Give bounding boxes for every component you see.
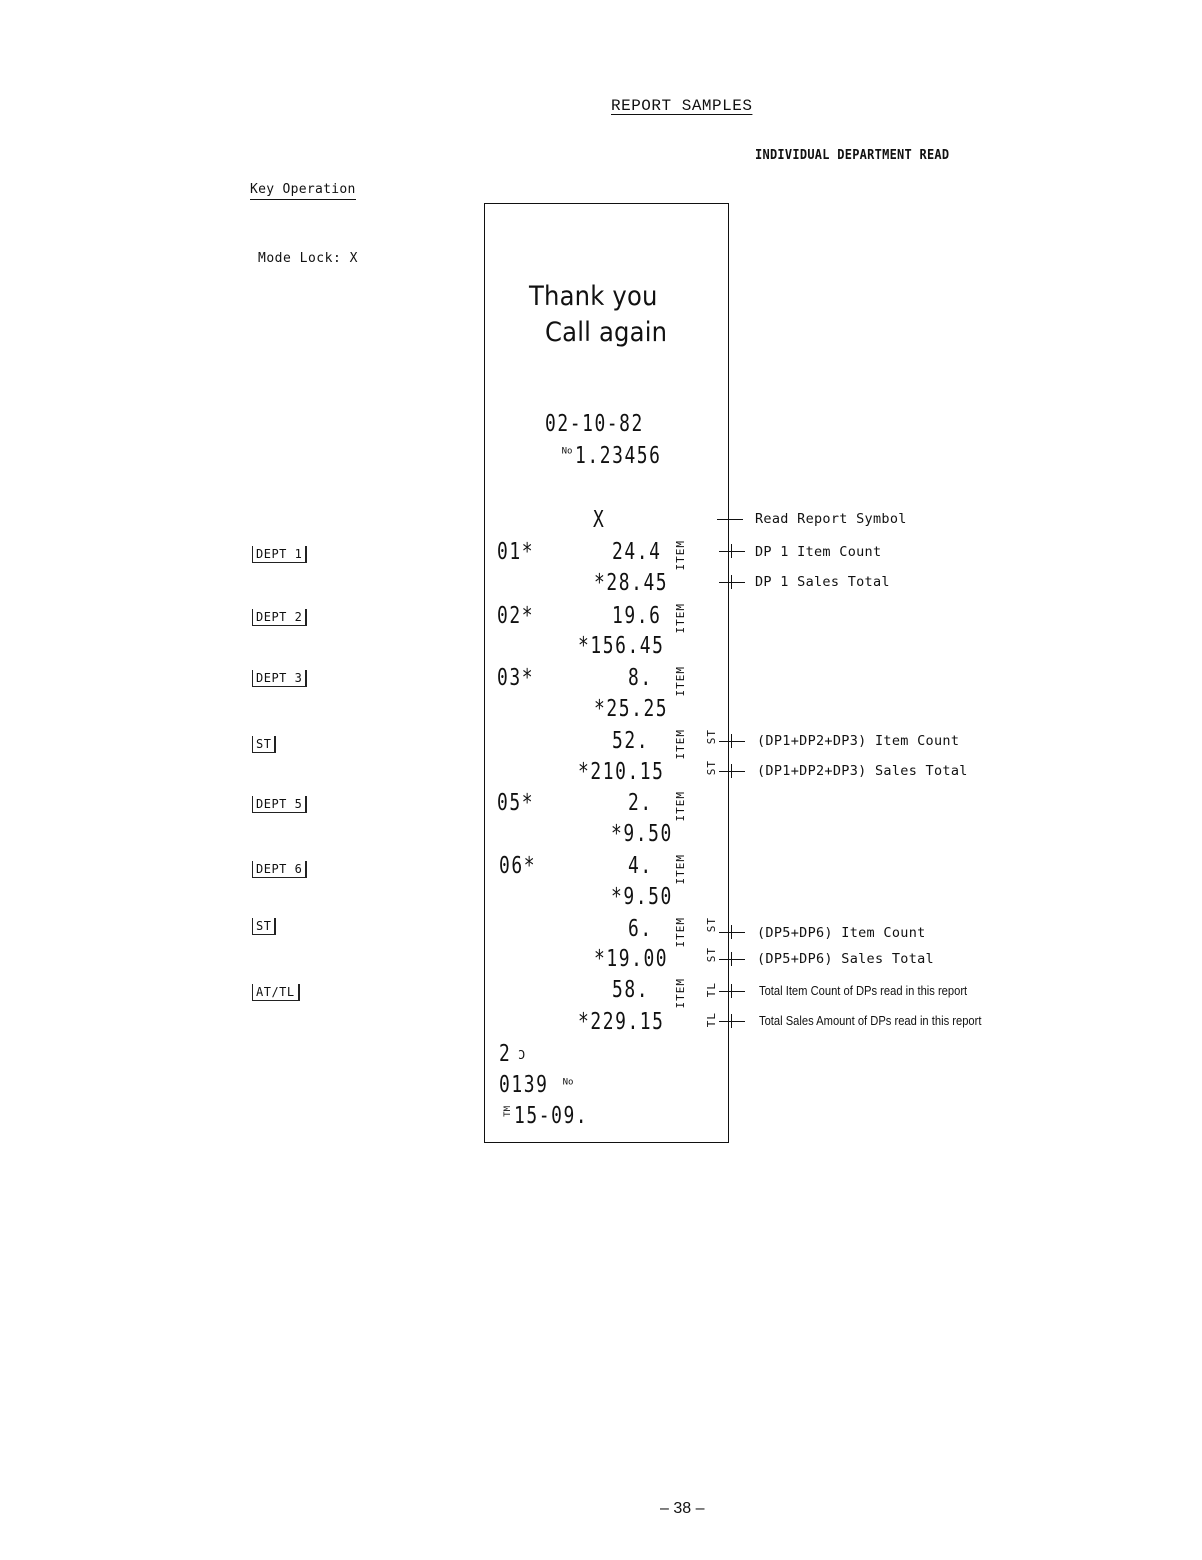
annotation-subtotal-2-count: (DP5+DP6) Item Count	[757, 925, 926, 941]
subtotal-1-total: *210.15	[578, 759, 665, 785]
dept-1-count: 24.4	[612, 539, 662, 565]
total-symbol: TL	[705, 1012, 718, 1028]
annotation-subtotal-1-count: (DP1+DP2+DP3) Item Count	[757, 733, 960, 749]
subtotal-key-2: ST	[252, 918, 276, 935]
dept-5-count: 2.	[628, 790, 653, 816]
total-count: 58.	[612, 977, 650, 1003]
annotation-leader	[717, 519, 743, 520]
receipt-number: 1.23456	[575, 443, 662, 469]
dept-6-total: *9.50	[611, 884, 673, 910]
dept-3-code: 03*	[497, 665, 535, 691]
annotation-total-count: Total Item Count of DPs read in this report	[759, 983, 968, 998]
dept-3-count: 8.	[628, 665, 653, 691]
annotation-leader	[731, 925, 732, 939]
item-symbol: ITEM	[674, 917, 687, 948]
item-symbol: ITEM	[674, 978, 687, 1009]
item-symbol: ITEM	[674, 540, 687, 571]
dept-6-count: 4.	[628, 853, 653, 879]
time-symbol: TM	[503, 1106, 513, 1117]
subtotal-symbol: ST	[705, 760, 718, 776]
annotation-total-amount: Total Sales Amount of DPs read in this report	[759, 1013, 982, 1028]
dept-3-total: *25.25	[594, 696, 669, 722]
dept-6-key: DEPT 6	[252, 861, 307, 878]
annotation-dp1-total: DP 1 Sales Total	[755, 574, 890, 590]
dept-6-code: 06*	[499, 853, 537, 879]
subtotal-2-total: *19.00	[594, 946, 669, 972]
line-number: 0139	[499, 1072, 549, 1098]
annotation-read-symbol: Read Report Symbol	[755, 511, 907, 527]
consecutive-symbol: C	[518, 1047, 526, 1061]
line-no-symbol: No	[562, 1077, 574, 1088]
subtotal-symbol: ST	[705, 729, 718, 745]
receipt-time: 15-09.	[514, 1103, 589, 1129]
subtotal-symbol: ST	[705, 947, 718, 963]
dept-2-total: *156.45	[578, 633, 665, 659]
dept-5-code: 05*	[497, 790, 535, 816]
receipt-thanks-line-2: Call again	[545, 317, 668, 348]
total-amount: *229.15	[578, 1009, 665, 1035]
annotation-leader	[731, 544, 732, 558]
dept-5-total: *9.50	[611, 821, 673, 847]
dept-1-total: *28.45	[594, 570, 669, 596]
item-symbol: ITEM	[674, 729, 687, 760]
receipt-date: 02-10-82	[545, 411, 644, 437]
receipt-thanks-line-1: Thank you	[529, 281, 658, 312]
consecutive-number: 2	[499, 1041, 512, 1067]
item-symbol: ITEM	[674, 666, 687, 697]
dept-2-count: 19.6	[612, 603, 662, 629]
annotation-leader	[731, 764, 732, 778]
annotation-leader	[731, 952, 732, 966]
amount-total-key: AT/TL	[252, 984, 300, 1001]
mode-lock-label: Mode Lock: X	[258, 251, 358, 266]
item-symbol: ITEM	[674, 603, 687, 634]
receipt-no-symbol: No	[561, 446, 573, 457]
page-number: – 38 –	[660, 1500, 705, 1517]
item-symbol: ITEM	[674, 791, 687, 822]
item-symbol: ITEM	[674, 854, 687, 885]
dept-1-code: 01*	[497, 539, 535, 565]
annotation-subtotal-2-total: (DP5+DP6) Sales Total	[757, 951, 934, 967]
page-title: REPORT SAMPLES	[611, 97, 753, 115]
annotation-dp1-count: DP 1 Item Count	[755, 544, 882, 560]
read-report-symbol: X	[593, 507, 606, 533]
annotation-leader	[731, 984, 732, 998]
annotation-subtotal-1-total: (DP1+DP2+DP3) Sales Total	[757, 763, 968, 779]
annotation-leader	[731, 734, 732, 748]
subtotal-key: ST	[252, 736, 276, 753]
dept-2-key: DEPT 2	[252, 609, 307, 626]
dept-3-key: DEPT 3	[252, 670, 307, 687]
dept-5-key: DEPT 5	[252, 796, 307, 813]
dept-1-key: DEPT 1	[252, 546, 307, 563]
key-operation-heading: Key Operation	[250, 182, 356, 200]
subtotal-2-count: 6.	[628, 916, 653, 942]
subtotal-symbol: ST	[705, 917, 718, 933]
total-symbol: TL	[705, 982, 718, 998]
subtotal-1-count: 52.	[612, 728, 650, 754]
dept-2-code: 02*	[497, 603, 535, 629]
annotation-leader	[731, 575, 732, 589]
report-subtitle: INDIVIDUAL DEPARTMENT READ	[755, 148, 950, 163]
annotation-leader	[731, 1014, 732, 1028]
